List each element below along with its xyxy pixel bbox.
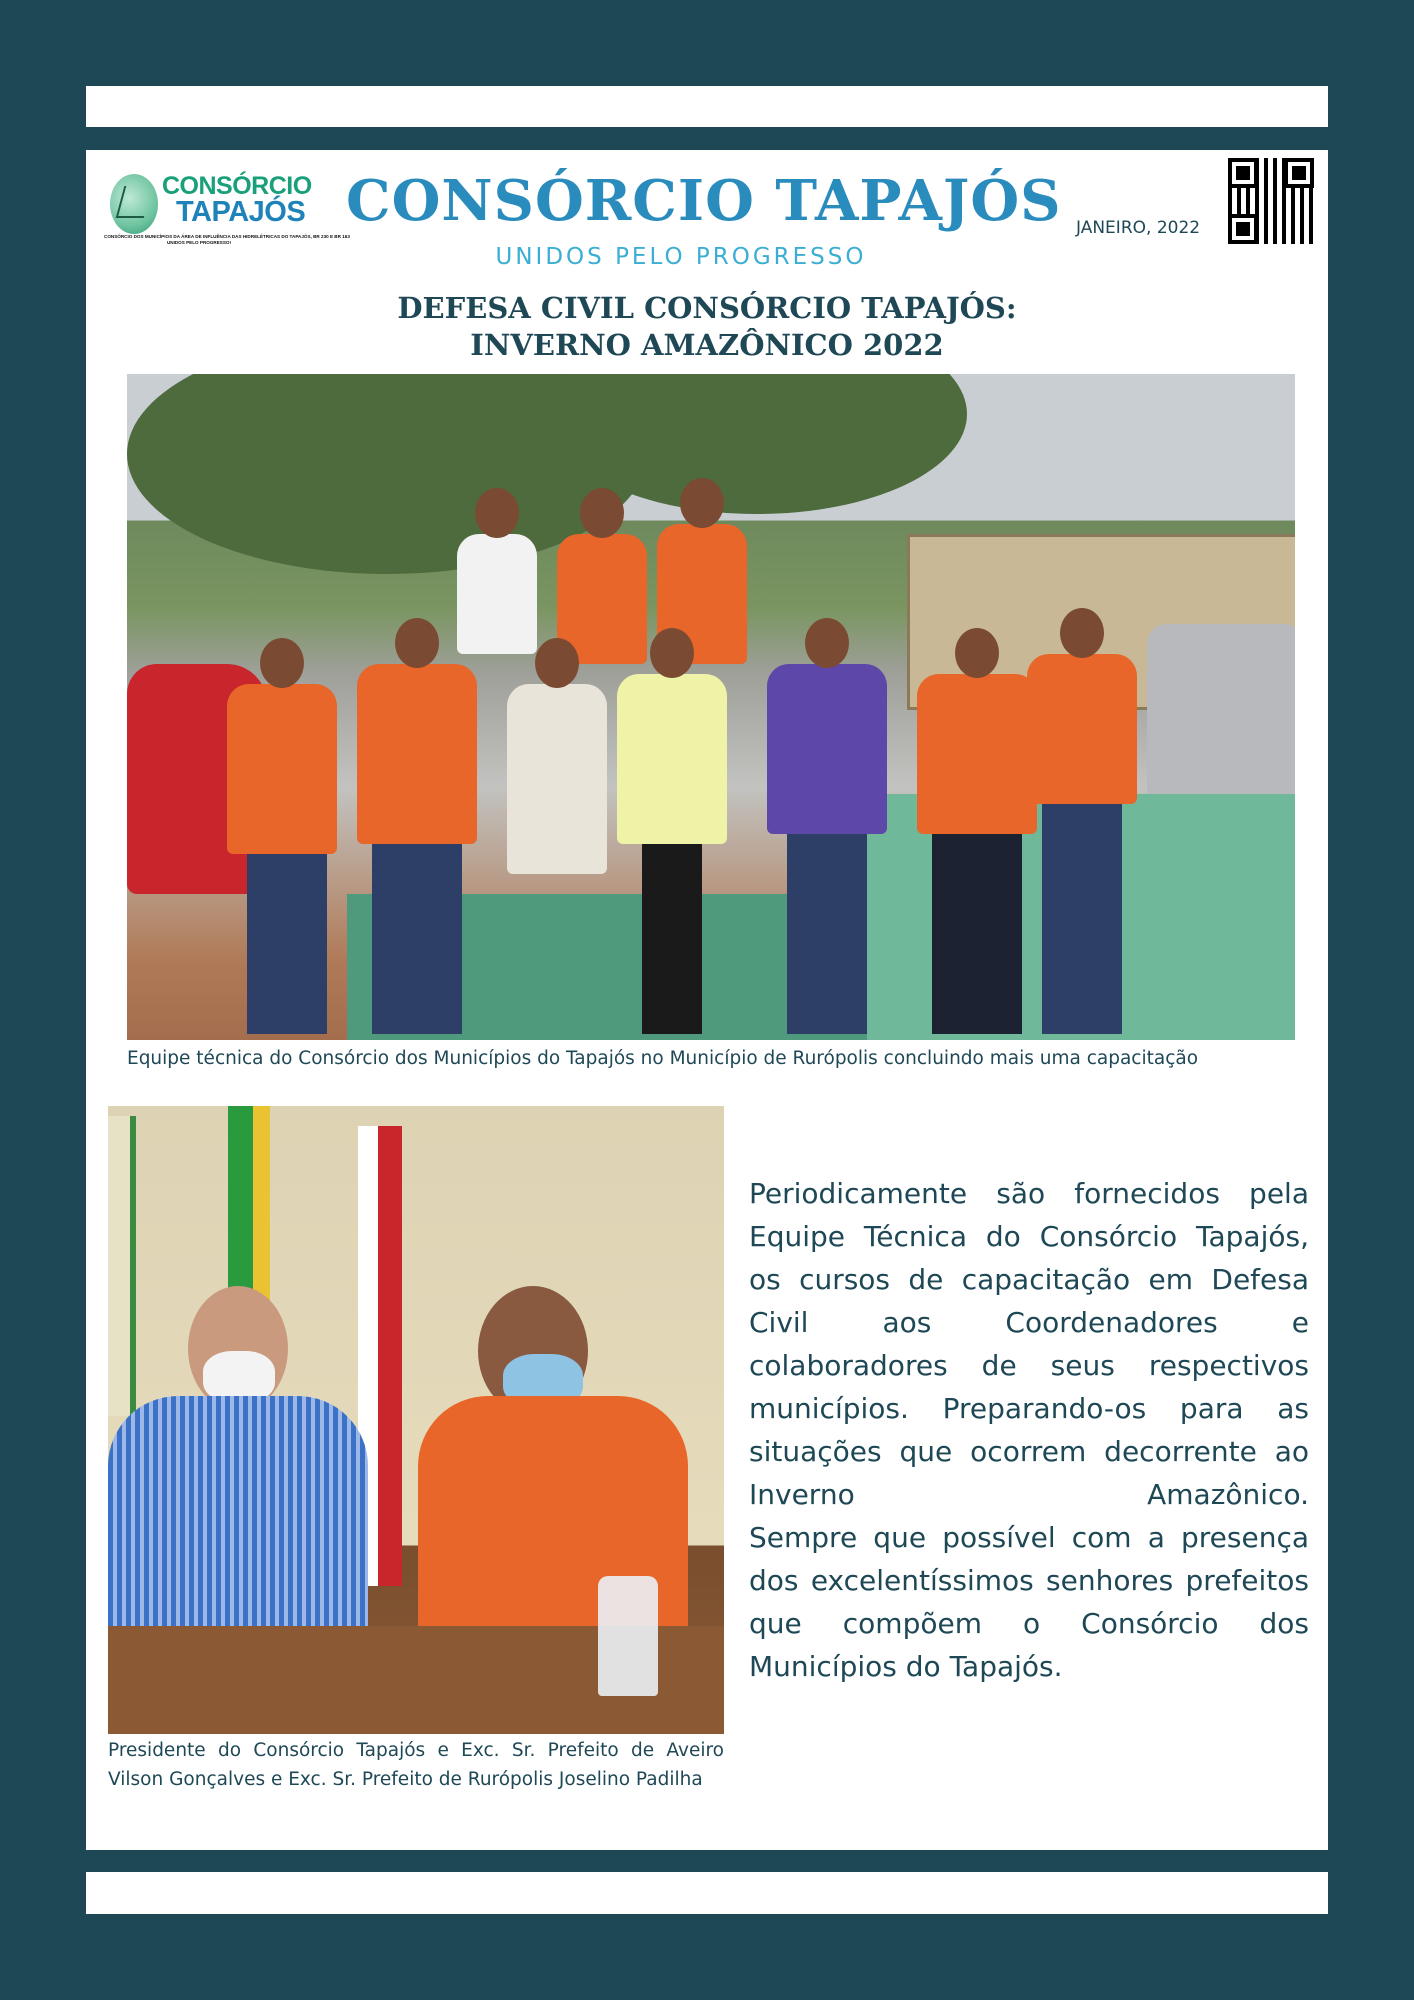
- qr-finder-top-right: [1284, 158, 1314, 188]
- person-legs: [372, 844, 462, 1034]
- logo-small-line1: CONSÓRCIO DOS MUNICÍPIOS DA ÁREA DE INFLUÊNCIA DAS HIDRELÉTRICAS DO TAPAJÓS, BR 230 E BR 163: [104, 234, 350, 239]
- bottom-strip: [86, 1872, 1328, 1914]
- sanitizer-bottle: [598, 1576, 658, 1696]
- person: [357, 664, 477, 844]
- logo-subtitle: [104, 234, 350, 246]
- qr-finder-bottom-left: [1228, 214, 1258, 244]
- logo-word-tapajos: TAPAJÓS: [176, 196, 306, 228]
- person-legs: [787, 834, 867, 1034]
- mayors-photo-caption: Presidente do Consórcio Tapajós e Exc. Sr. Prefeito de Aveiro Vilson Gonçalves e Exc. Sr. Prefeito de Rurópolis Joselino Padilha: [108, 1740, 724, 1790]
- article-paragraph-2: Sempre que possível com a presença dos excelentíssimos senhores prefeitos que compõem o Consórcio dos Municípios do Tapajós.: [749, 1521, 1309, 1683]
- team-photo: [127, 374, 1295, 1040]
- person: [617, 674, 727, 844]
- issue-date: JANEIRO, 2022: [1076, 218, 1201, 238]
- person: [507, 684, 607, 874]
- logo-emblem-icon: [110, 174, 158, 234]
- headline-line1: DEFESA CIVIL CONSÓRCIO TAPAJÓS:: [397, 291, 1017, 325]
- person: [767, 664, 887, 834]
- top-strip: [86, 86, 1328, 127]
- article-paragraph-1: Periodicamente são fornecidos pela Equipe Técnica do Consórcio Tapajós, os cursos de capacitação em Defesa Civil aos Coordenadores e colaboradores de seus respectivos municípios. Preparando-os para as situações que ocorrem decorrente ao Inverno Amazônico.: [749, 1177, 1309, 1511]
- person-legs: [642, 844, 702, 1034]
- flag: [108, 1116, 136, 1416]
- masthead-tagline: UNIDOS PELO PROGRESSO: [495, 244, 867, 270]
- person-legs: [932, 834, 1022, 1034]
- qr-code-icon[interactable]: [1228, 158, 1314, 244]
- article-body: [749, 1172, 1309, 1688]
- masthead-title: CONSÓRCIO TAPAJÓS: [346, 168, 1062, 234]
- pickup-truck: [1147, 624, 1295, 794]
- consorcio-logo: [104, 170, 350, 265]
- person: [1027, 654, 1137, 804]
- person: [227, 684, 337, 854]
- person-legs: [1042, 804, 1122, 1034]
- qr-finder-top-left: [1228, 158, 1258, 188]
- person: [457, 534, 537, 654]
- person: [917, 674, 1037, 834]
- logo-small-line2: UNIDOS PELO PROGRESSO!: [166, 240, 232, 245]
- logo-word-consorcio: CONSÓRCIO: [162, 172, 312, 200]
- team-photo-caption: Equipe técnica do Consórcio dos Municípios do Tapajós no Município de Rurópolis concluindo mais uma capacitação: [127, 1048, 1199, 1069]
- headline-line2: INVERNO AMAZÔNICO 2022: [470, 328, 944, 362]
- mayors-photo: [108, 1106, 724, 1734]
- article-headline: [257, 290, 1157, 364]
- newsletter-page: [86, 150, 1328, 1850]
- person-legs: [247, 854, 327, 1034]
